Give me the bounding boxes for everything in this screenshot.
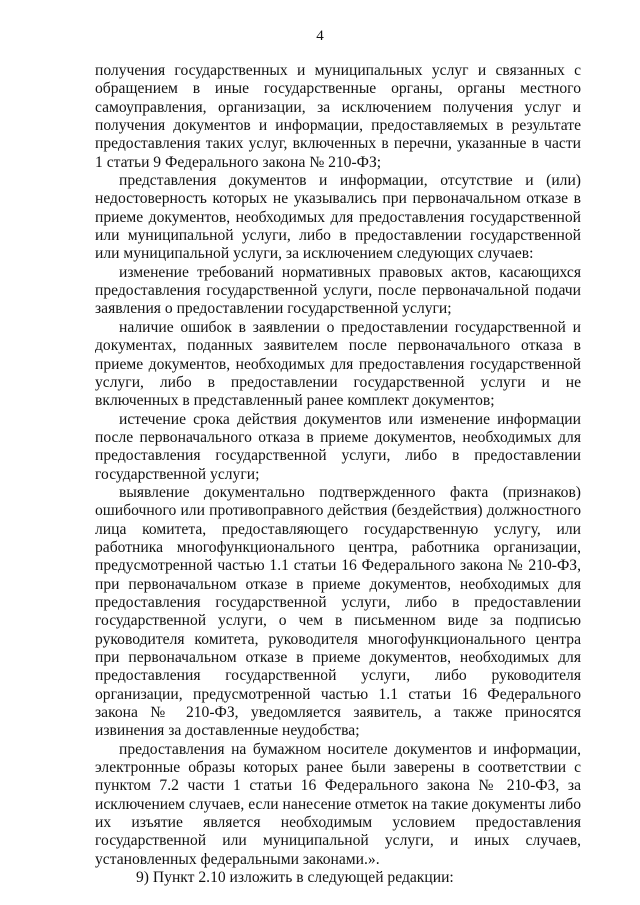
paragraph-continuation: получения государственных и муниципальных услуг и связанных с обращением в иные государственные органы, органы местного самоуправления, организации, за исключением получения услуг и получения документов и информации, предоставляемых в результате предоставления таких услуг, включенных в перечни, указанные в части 1 статьи 9 Федерального закона № 210-ФЗ;: [95, 62, 581, 171]
paragraph-wrongful-action: выявление документально подтвержденного факта (признаков) ошибочного или противоправного действия (бездействия) должностного лица комитета, предоставляющего государственную услугу, или работника многофункционального центра, работника организации, предусмотренной частью 1.1 статьи 16 Федерального закона № 210-ФЗ, при первоначальном отказе в приеме документов, необходимых для предоставления государственной услуги, либо в предоставлении государственной услуги, о чем в письменном виде за подписью руководителя комитета, руководителя многофункционального центра при первоначальном отказе в приеме документов, необходимых для предоставления государственной услуги, либо руководителя организации, предусмотренной частью 1.1 статьи 16 Федерального закона № 210-ФЗ, уведомляется заявитель, а также приносятся извинения за доставленные неудобства;: [95, 483, 581, 740]
paragraph-documents-clause: представления документов и информации, отсутствие и (или) недостоверность которых не указывались при первоначальном отказе в приеме документов, необходимых для предоставления государственной или муниципальной услуги, либо в предоставлении государственной или муниципальной услуги, за исключением следующих случаев:: [95, 172, 581, 263]
document-body: [95, 62, 581, 887]
paragraph-errors-in-application: наличие ошибок в заявлении о предоставлении государственной и документах, поданных заявителем после первоначального отказа в приеме документов, необходимых для предоставления государственной услуги, либо в предоставлении государственной услуги и не включенных в представленный ранее комплект документов;: [95, 318, 581, 410]
paragraph-paper-documents: предоставления на бумажном носителе документов и информации, электронные образы которых ранее были заверены в соответствии с пунктом 7.2 части 1 статьи 16 Федерального закона № 210-ФЗ, за исключением случаев, если нанесение отметок на такие документы либо их изъятие является необходимым условием предоставления государственной или муниципальной услуги, и иных случаев, установленных федеральными законами.».: [95, 740, 581, 868]
paragraph-item-9: 9) Пункт 2.10 изложить в следующей редакции:: [136, 869, 454, 887]
paragraph-requirements-change: изменение требований нормативных правовых актов, касающихся предоставления государственной услуги, после первоначальной подачи заявления о предоставлении государственной услуги;: [95, 263, 581, 318]
paragraph-expiry: истечение срока действия документов или изменение информации после первоначального отказа в приеме документов, необходимых для предоставления государственной услуги, либо в предоставлении государственной услуги;: [95, 410, 581, 483]
page-number: 4: [316, 28, 324, 44]
